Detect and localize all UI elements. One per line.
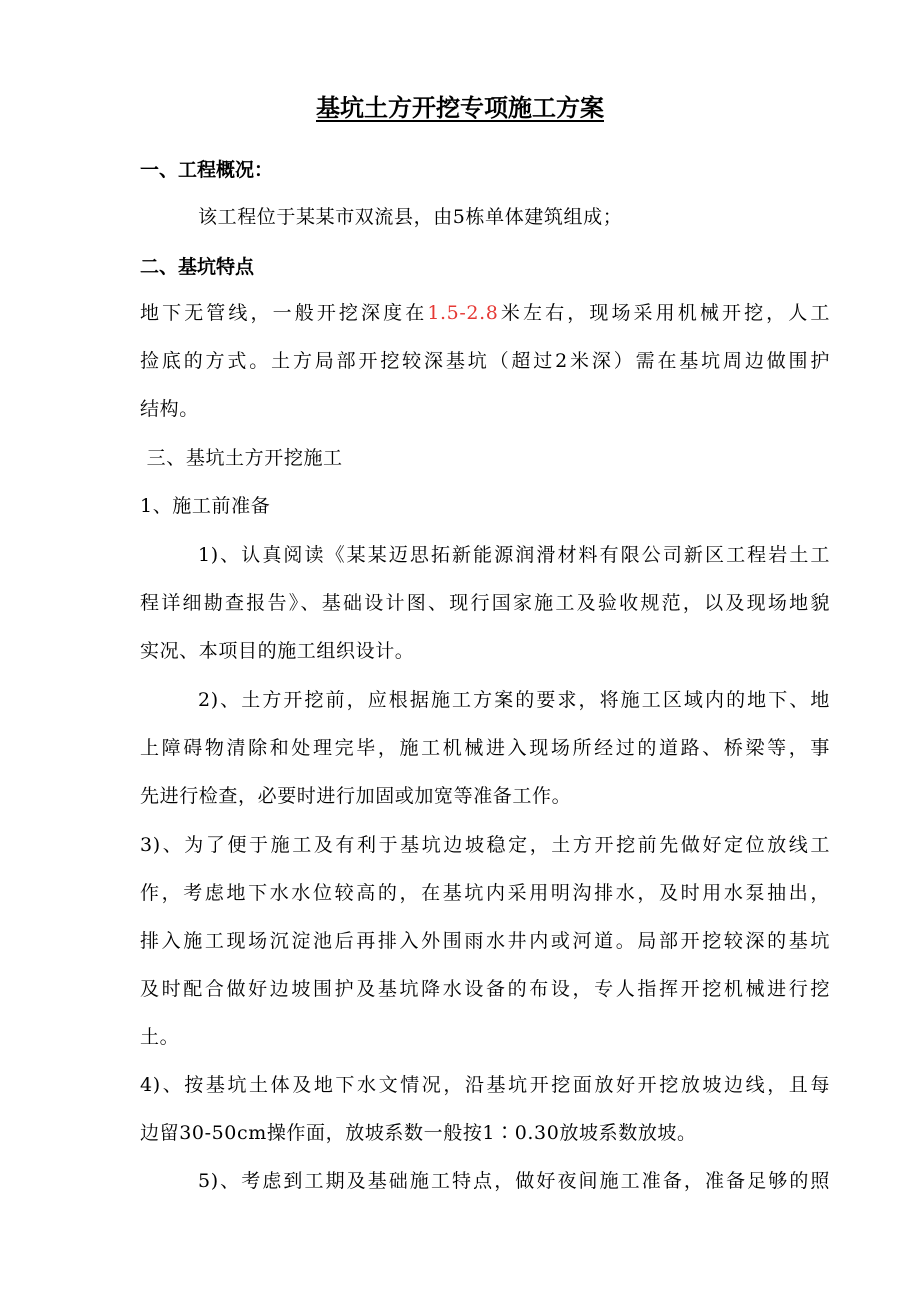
section-2-line-1: [140, 295, 830, 331]
item-1-line-2: 程详细勘查报告》、基础设计图、现行国家施工及验收规范，以及现场地貌: [140, 592, 830, 614]
item-2-line-3: 先进行检查，必要时进行加固或加宽等准备工作。: [140, 785, 572, 807]
item-1-line-1: 1)、认真阅读《某某迈思拓新能源润滑材料有限公司新区工程岩土工: [198, 544, 830, 566]
document-title: [0, 88, 920, 128]
item-3-line-1: 3)、为了便于施工及有利于基坑边坡稳定，土方开挖前先做好定位放线工: [140, 834, 830, 856]
subsection-1-heading: 1、施工前准备: [140, 495, 271, 517]
section-2-line-1-before: 地下无管线，一般开挖深度在: [140, 302, 428, 324]
item-3-line-3: 排入施工现场沉淀池后再排入外围雨水井内或河道。局部开挖较深的基坑: [140, 930, 830, 952]
item-4-line-1: 4)、按基坑土体及地下水文情况，沿基坑开挖面放好开挖放坡边线，且每: [140, 1074, 830, 1096]
item-1-line-3: 实况、本项目的施工组织设计。: [140, 640, 415, 662]
item-3-line-4: 及时配合做好边坡围护及基坑降水设备的布设，专人指挥开挖机械进行挖: [140, 978, 830, 1000]
item-2-line-2: 上障碍物清除和处理完毕，施工机械进入现场所经过的道路、桥梁等，事: [140, 737, 830, 759]
section-2-line-1-after: 米左右，现场采用机械开挖，人工: [498, 302, 830, 324]
item-5-line-1: 5)、考虑到工期及基础施工特点，做好夜间施工准备，准备足够的照: [198, 1170, 830, 1192]
section-2-line-2: 捡底的方式。土方局部开挖较深基坑（超过2米深）需在基坑周边做围护: [140, 350, 830, 372]
depth-range-highlight: 1.5-2.8: [427, 302, 499, 324]
section-1-heading: 一、工程概况：: [140, 159, 274, 181]
section-2-heading: 二、基坑特点: [140, 256, 255, 278]
item-3-line-2: 作，考虑地下水水位较高的，在基坑内采用明沟排水，及时用水泵抽出，: [140, 882, 830, 904]
section-2-line-3: 结构。: [140, 398, 199, 420]
section-3-heading: 三、基坑土方开挖施工: [140, 447, 343, 469]
section-1-text: 该工程位于某某市双流县，由5栋单体建筑组成；: [198, 206, 623, 228]
item-2-line-1: 2)、土方开挖前，应根据施工方案的要求，将施工区域内的地下、地: [198, 689, 830, 711]
document-title-text: 基坑土方开挖专项施工方案: [316, 94, 604, 122]
item-4-line-2: 边留30-50cm操作面，放坡系数一般按1∶0.30放坡系数放坡。: [140, 1122, 697, 1144]
item-3-line-5: 土。: [140, 1026, 180, 1048]
